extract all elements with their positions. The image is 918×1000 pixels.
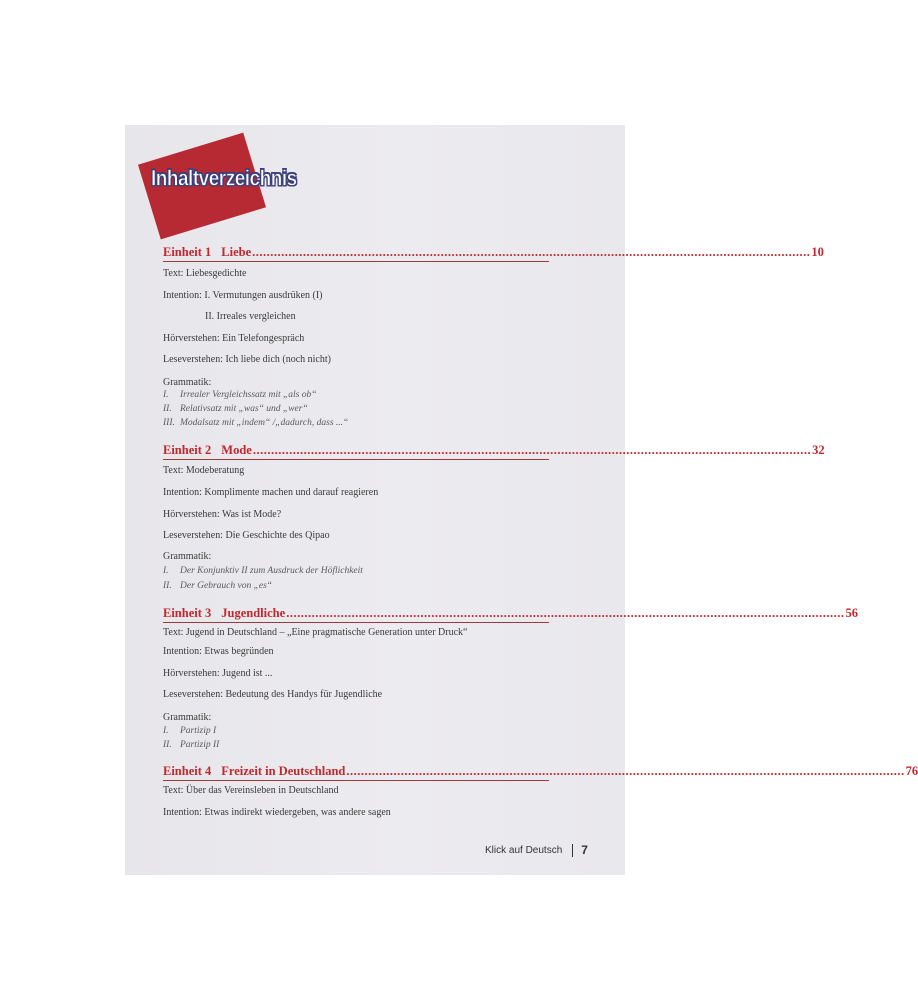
- unit-1-heading: [163, 245, 824, 260]
- unit-2-heading: [163, 443, 825, 458]
- unit-2-intention: Intention: Komplimente machen und darauf reagieren: [163, 487, 379, 498]
- unit-2-page: 32: [812, 443, 825, 457]
- unit-2-grammar-item: II. Der Gebrauch von „es“: [163, 581, 273, 591]
- page-footer: [485, 843, 588, 857]
- unit-4-heading: [163, 764, 918, 779]
- unit-2-grammar-item: I. Der Konjunktiv II zum Ausdruck der Höflichkeit: [163, 566, 363, 576]
- unit-3-grammar-item: I. Partizip I: [163, 726, 217, 736]
- unit-1-text: Text: Liebesgedichte: [163, 268, 247, 279]
- unit-3-heading: [163, 606, 858, 621]
- unit-4-title: Freizeit in Deutschland: [221, 764, 346, 778]
- unit-4-leader: ..........................................................................................................................................................: [346, 764, 905, 778]
- unit-2-rule: [163, 459, 549, 460]
- unit-3-rule: [163, 622, 549, 623]
- unit-1-leseverstehen: Leseverstehen: Ich liebe dich (noch nicht): [163, 354, 331, 365]
- unit-3-page: 56: [845, 606, 858, 620]
- page-title: Inhaltverzeichnis: [151, 167, 297, 192]
- unit-2-leseverstehen: Leseverstehen: Die Geschichte des Qipao: [163, 530, 330, 541]
- unit-1-rule: [163, 261, 549, 262]
- unit-4-label: Einheit 4: [163, 764, 212, 778]
- unit-3-intention: Intention: Etwas begründen: [163, 646, 274, 657]
- unit-4-text: Text: Über das Vereinsleben in Deutschland: [163, 785, 339, 796]
- unit-1-intention: Intention: I. Vermutungen ausdrüken (I): [163, 290, 323, 301]
- unit-1-label: Einheit 1: [163, 245, 212, 259]
- footer-book-title: Klick auf Deutsch: [485, 844, 563, 856]
- unit-1-title: Liebe: [221, 245, 252, 259]
- unit-1-leader: ..........................................................................................................................................................: [252, 245, 811, 259]
- unit-3-leseverstehen: Leseverstehen: Bedeutung des Handys für Jugendliche: [163, 689, 383, 700]
- unit-3-grammar-item: II. Partizip II: [163, 740, 220, 750]
- unit-4-rule: [163, 780, 549, 781]
- unit-1-grammar-item: II. Relativsatz mit „was“ und „wer“: [163, 404, 308, 414]
- unit-1-grammar-item: I. Irrealer Vergleichssatz mit „als ob“: [163, 390, 317, 400]
- unit-2-title: Mode: [221, 443, 252, 457]
- unit-3-title: Jugendliche: [221, 606, 286, 620]
- unit-1-grammatik-label: Grammatik:: [163, 377, 212, 388]
- book-page: [125, 125, 918, 875]
- unit-2-label: Einheit 2: [163, 443, 212, 457]
- unit-1-intention-2: II. Irreales vergleichen: [205, 311, 296, 322]
- unit-3-grammatik-label: Grammatik:: [163, 712, 212, 723]
- unit-3-leader: ..........................................................................................................................................................: [286, 606, 845, 620]
- unit-3-label: Einheit 3: [163, 606, 212, 620]
- unit-3-hoerverstehen: Hörverstehen: Jugend ist ...: [163, 668, 273, 679]
- unit-2-leader: ..........................................................................................................................................................: [252, 443, 812, 457]
- unit-1-grammar-item: III. Modalsatz mit „indem“ /„dadurch, dass ...“: [163, 418, 349, 428]
- unit-4-page: 76: [905, 764, 918, 778]
- footer-page-number: 7: [581, 843, 588, 857]
- footer-divider: [572, 844, 573, 857]
- unit-4-intention: Intention: Etwas indirekt wiedergeben, was andere sagen: [163, 807, 391, 818]
- unit-2-grammatik-label: Grammatik:: [163, 551, 212, 562]
- unit-1-page: 10: [811, 245, 824, 259]
- unit-3-text: Text: Jugend in Deutschland – „Eine pragmatische Generation unter Druck“: [163, 627, 468, 638]
- unit-2-text: Text: Modeberatung: [163, 465, 245, 476]
- unit-2-hoerverstehen: Hörverstehen: Was ist Mode?: [163, 509, 282, 520]
- unit-1-hoerverstehen: Hörverstehen: Ein Telefongespräch: [163, 333, 305, 344]
